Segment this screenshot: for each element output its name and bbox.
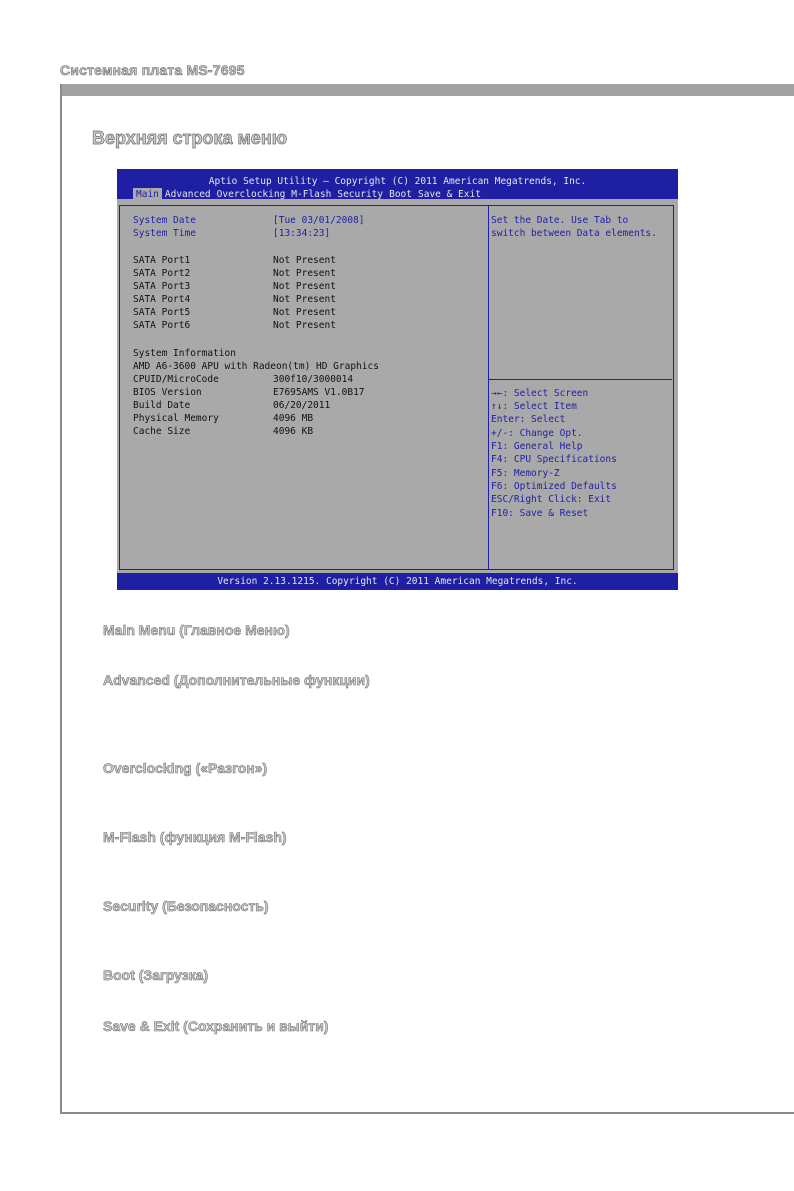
menu-item-main: Main Menu (Главное Меню) <box>103 622 290 638</box>
field-value[interactable]: [13:34:23] <box>273 228 331 239</box>
help-key-line: F10: Save & Reset <box>491 508 589 519</box>
menu-item-boot: Boot (Загрузка) <box>103 967 209 983</box>
field-label: System Date <box>133 215 196 226</box>
field-value: Not Present <box>273 320 336 331</box>
section-title: Верхняя строка меню <box>92 128 288 148</box>
info-row <box>133 425 313 438</box>
field-value: Not Present <box>273 307 336 318</box>
field-value: 4096 KB <box>273 426 314 437</box>
sata-port-row <box>133 267 336 280</box>
field-value: E7695AMS V1.0B17 <box>273 387 365 398</box>
help-key-line: ESC/Right Click: Exit <box>491 494 612 505</box>
help-text-line: switch between Data elements. <box>491 228 657 239</box>
field-value: Not Present <box>273 281 336 292</box>
field-label: SATA Port6 <box>133 320 191 331</box>
field-value: Not Present <box>273 255 336 266</box>
bios-screenshot <box>117 169 678 590</box>
menu-item-security: Security (Безопасность) <box>103 898 269 914</box>
sata-port-row <box>133 319 336 332</box>
menu-item-overclocking: Overclocking («Разгон») <box>103 760 268 776</box>
field-value: 4096 MB <box>273 413 314 424</box>
help-key-line: →←: Select Screen <box>491 388 589 399</box>
field-value[interactable]: [Tue 03/01/2008] <box>273 215 365 226</box>
field-label: BIOS Version <box>133 387 202 398</box>
bios-tab-security[interactable]: Security <box>337 189 384 200</box>
help-key-line: +/-: Change Opt. <box>491 428 583 439</box>
cpu-name: AMD A6-3600 APU with Radeon(tm) HD Graphics <box>133 361 379 372</box>
bios-divider <box>488 205 489 570</box>
bios-tab-save-exit[interactable]: Save & Exit <box>418 189 481 200</box>
bios-top-bar <box>117 169 678 199</box>
field-label: SATA Port3 <box>133 281 191 292</box>
help-key-line: F5: Memory-Z <box>491 468 560 479</box>
bios-tab-main[interactable]: Main <box>133 188 162 201</box>
sata-port-row <box>133 306 336 319</box>
system-time-row[interactable] <box>133 227 330 240</box>
field-label: SATA Port4 <box>133 294 191 305</box>
system-info-heading: System Information <box>133 348 236 359</box>
bios-tab-overclocking[interactable]: Overclocking <box>216 189 286 200</box>
help-key-line: F6: Optimized Defaults <box>491 481 617 492</box>
bios-footer: Version 2.13.1215. Copyright (C) 2011 American Megatrends, Inc. <box>117 573 678 590</box>
system-date-row[interactable] <box>133 214 365 227</box>
info-row <box>133 386 365 399</box>
field-label: CPUID/MicroCode <box>133 374 219 385</box>
field-label: SATA Port1 <box>133 255 191 266</box>
help-key-line: Enter: Select <box>491 414 566 425</box>
menu-item-m-flash: M-Flash (функция M-Flash) <box>103 829 287 845</box>
bios-tab-advanced[interactable]: Advanced <box>164 189 211 200</box>
field-label: Physical Memory <box>133 413 219 424</box>
field-value: 300f10/3000014 <box>273 374 354 385</box>
field-value: Not Present <box>273 268 336 279</box>
help-key-line: ↑↓: Select Item <box>491 401 577 412</box>
menu-item-advanced: Advanced (Дополнительные функции) <box>103 672 370 688</box>
bios-tab-m-flash[interactable]: M-Flash <box>291 189 332 200</box>
sata-port-row <box>133 254 336 267</box>
info-row <box>133 373 353 386</box>
bios-tab-boot[interactable]: Boot <box>389 189 412 200</box>
help-key-line: F4: CPU Specifications <box>491 454 617 465</box>
sata-port-row <box>133 293 336 306</box>
page-header: Системная плата MS-7695 <box>60 62 245 78</box>
info-row <box>133 412 313 425</box>
sata-port-row <box>133 280 336 293</box>
bios-tabs <box>133 188 484 201</box>
menu-item-save-exit: Save & Exit (Сохранить и выйти) <box>103 1018 329 1034</box>
bios-help-separator <box>489 379 672 380</box>
field-label: SATA Port2 <box>133 268 191 279</box>
field-label: System Time <box>133 228 196 239</box>
help-key-line: F1: General Help <box>491 441 583 452</box>
field-value: Not Present <box>273 294 336 305</box>
help-text-line: Set the Date. Use Tab to <box>491 215 629 226</box>
info-row <box>133 399 330 412</box>
bios-title: Aptio Setup Utility – Copyright (C) 2011 American Megatrends, Inc. <box>208 176 587 187</box>
field-label: SATA Port5 <box>133 307 191 318</box>
field-value: 06/20/2011 <box>273 400 331 411</box>
field-label: Cache Size <box>133 426 191 437</box>
field-label: Build Date <box>133 400 191 411</box>
